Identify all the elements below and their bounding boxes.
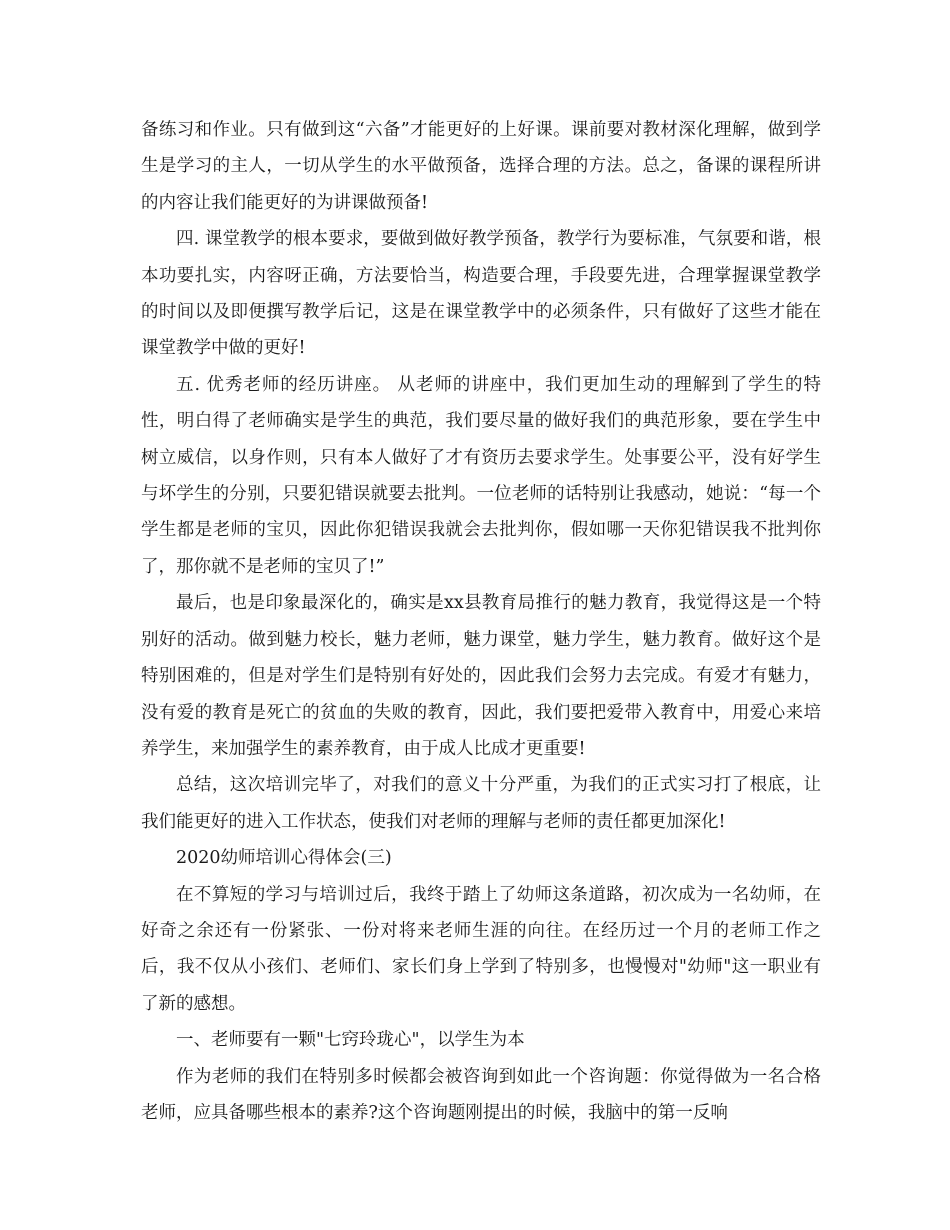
document-body: [141, 112, 821, 1131]
paragraph-charm-education: 最后，也是印象最深化的，确实是xx县教育局推行的魅力教育，我觉得这是一个特别好的活动。做到魅力校长，魅力老师，魅力课堂，魅力学生，魅力教育。做好这个是特别困难的，但是对学生们是特别有好处的，因此我们会努力去完成。有爱才有魅力，没有爱的教育是死亡的贫血的失败的教育，因此，我们要把爱带入教育中，用爱心来培养学生，来加强学生的素养教育，由于成人比成才更重要!: [141, 593, 821, 759]
subheading-student-centered: 一、老师要有一颗"七窍玲珑心"，以学生为本: [176, 1030, 525, 1051]
paragraph-teacher-lecture: 五. 优秀老师的经历讲座。 从老师的讲座中，我们更加生动的理解到了学生的特性，明白得了老师确实是学生的典范，我们要尽量的做好我们的典范形象，要在学生中树立威信，以身作则，只有本人做好了才有资历去要求学生。处事要公平，没有好学生与坏学生的分别，只要犯错误就要去批判。一位老师的话特别让我感动，她说：“每一个学生都是老师的宝贝，因此你犯错误我就会去批判你，假如哪一天你犯错误我不批判你了，那你就不是老师的宝贝了!”: [141, 374, 821, 577]
paragraph-qualified-teacher: 作为老师的我们在特别多时候都会被咨询到如此一个咨询题：你觉得做为一名合格老师，应具备哪些根本的素养?这个咨询题刚提出的时候，我脑中的第一反响: [141, 1066, 821, 1123]
paragraph-becoming-teacher: 在不算短的学习与培训过后，我终于踏上了幼师这条道路，初次成为一名幼师，在好奇之余还有一份紧张、一份对将来老师生涯的向往。在经历过一个月的老师工作之后，我不仅从小孩们、老师们、家长们身上学到了特别多，也慢慢对"幼师"这一职业有了新的感想。: [141, 884, 821, 1014]
paragraph-classroom-requirements: 四. 课堂教学的根本要求，要做到做好教学预备，教学行为要标准，气氛要和谐，根本功要扎实，内容呀正确，方法要恰当，构造要合理，手段要先进，合理掌握课堂教学的时间以及即便撰写教学后记，这是在课堂教学中的必须条件，只有做好了这些才能在课堂教学中做的更好!: [141, 229, 821, 359]
paragraph-lesson-prep-summary: 备练习和作业。只有做到这“六备”才能更好的上好课。课前要对教材深化理解，做到学生是学习的主人，一切从学生的水平做预备，选择合理的方法。总之，备课的课程所讲的内容让我们能更好的为讲课做预备!: [141, 120, 821, 213]
section-heading-part-three: 2020幼师培训心得体会(三): [176, 848, 392, 869]
paragraph-conclusion: 总结，这次培训完毕了，对我们的意义十分严重，为我们的正式实习打了根底，让我们能更好的进入工作状态，使我们对老师的理解与老师的责任都更加深化!: [141, 775, 821, 832]
